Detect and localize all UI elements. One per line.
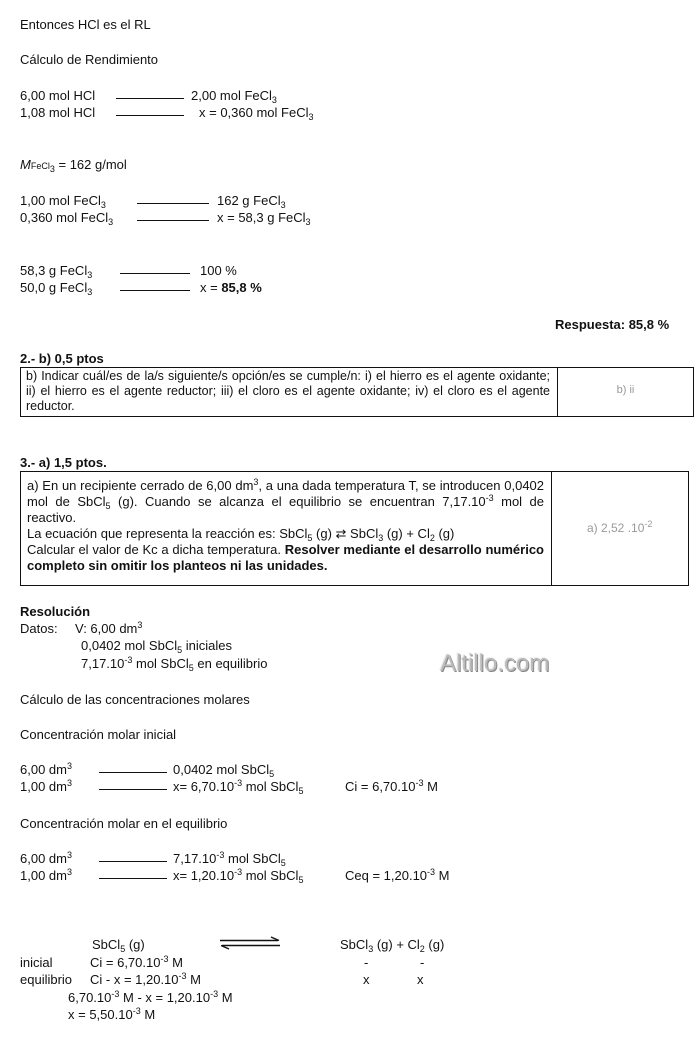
r3-a-right: 100 % bbox=[200, 263, 237, 278]
altillo-watermark: Altillo.com bbox=[440, 650, 550, 677]
eq-row2-label: equilibrio bbox=[20, 972, 73, 987]
eq-row2-p2: x bbox=[417, 972, 424, 987]
r2-a-line bbox=[137, 203, 209, 204]
datos-volume: V: 6,00 $dm^3$ bbox=[75, 620, 143, 636]
eq-row1-p2: - bbox=[420, 955, 425, 970]
q2-table bbox=[20, 367, 694, 417]
eq-row2-value: $Ci - x = 1,20.10^{-3}$ M bbox=[90, 971, 201, 987]
eq-products: SbCl$_3$ $(g) + Cl_2$ (g) bbox=[340, 937, 445, 954]
q3-paragraph-3: Calcular el valor de Kc a dicha temperatura. Resolver mediante el desarrollo numérico completo sin omitir los planteos ni las unidades. bbox=[27, 542, 544, 573]
eq-line3: $6,70.10^{-3}$ $M - x = 1,20.10^{-3}$ M bbox=[68, 989, 233, 1005]
ci-a-left: 6,00 $dm^3$ bbox=[20, 761, 72, 777]
q3-header: 3.- a) 1,5 ptos. bbox=[20, 455, 107, 470]
r1-b-right: x = 0,360 mol FeCl$_3$ bbox=[199, 105, 314, 122]
ceq-a-left: 6,00 $dm^3$ bbox=[20, 850, 72, 866]
answer-label: Respuesta: 85,8 % bbox=[555, 317, 670, 332]
r2-a-left: 1,00 mol FeCl$_3$ bbox=[20, 193, 106, 210]
ceq-b-right: $x= 1,20.10^{-3}$ mol SbCl$_5$ bbox=[173, 867, 304, 885]
r1-a-line bbox=[116, 98, 184, 99]
ci-a-right: 0,0402 mol SbCl$_5$ bbox=[173, 762, 275, 779]
r1-a-right: 2,00 mol FeCl$_3$ bbox=[191, 88, 277, 105]
q3-paragraph-1: a) En un recipiente cerrado de 6,00 $dm^3$, a una dada temperatura T, se introducen 0,0402 mol de SbCl$_5$ (g). Cuando se alcanza el equilibrio se encuentran $7,17.10^{-3}$ mol de reactivo. bbox=[27, 477, 545, 525]
r2-b-left: 0,360 mol FeCl$_3$ bbox=[20, 210, 114, 227]
ci-a-line bbox=[99, 772, 167, 773]
r3-b-right: x = 85,8 % bbox=[200, 280, 262, 295]
ceq-result: Ceq = $1,20.10^{-3}$ M bbox=[345, 867, 450, 883]
r2-b-right: x = 58,3 g FeCl$_3$ bbox=[217, 210, 311, 227]
q2-header: 2.- b) 0,5 ptos bbox=[20, 351, 104, 366]
q3-question bbox=[27, 478, 544, 574]
r2-a-right: 162 g FeCl$_3$ bbox=[217, 193, 286, 210]
r1-b-line bbox=[116, 115, 184, 116]
eq-reactant: SbCl$_5$ (g) bbox=[92, 937, 145, 954]
ci-b-line bbox=[99, 789, 167, 790]
ci-result: $Ci = 6,70.10^{-3}$ M bbox=[345, 778, 438, 794]
eq-line4: $x = 5,50.10^{-3}$ M bbox=[68, 1006, 156, 1022]
intro-line: Entonces HCl es el RL bbox=[20, 17, 151, 32]
ci-b-left: 1,00 $dm^3$ bbox=[20, 778, 72, 794]
molar-mass: MFeCl$_3$ = 162 g/mol bbox=[20, 157, 127, 174]
eq-row1-value: $Ci = 6,70.10^{-3}$ M bbox=[90, 954, 183, 970]
ceq-b-left: 1,00 $dm^3$ bbox=[20, 867, 72, 883]
r1-b-left: 1,08 mol HCl bbox=[20, 105, 96, 120]
rendimiento-title: Cálculo de Rendimiento bbox=[20, 52, 159, 67]
q3-divider bbox=[551, 472, 552, 585]
r1-a-left: 6,00 mol HCl bbox=[20, 88, 96, 103]
eq-row1-label: inicial bbox=[20, 955, 53, 970]
calc-conc-title: Cálculo de las concentraciones molares bbox=[20, 692, 250, 707]
ceq-a-right: $7,17.10^{-3}$ mol SbCl$_5$ bbox=[173, 850, 286, 868]
r2-b-line bbox=[137, 220, 209, 221]
eq-row2-p1: x bbox=[363, 972, 370, 987]
ceq-a-line bbox=[99, 861, 167, 862]
q3-paragraph-2: La ecuación que representa la reacción es: SbCl$_5$ (g) ⇄ SbCl$_3$ $(g) + Cl_2$ (g) bbox=[27, 526, 455, 543]
q3-answer: a) 2,52 $.10^{-2}$ bbox=[587, 519, 653, 535]
r3-a-left: 58,3 g FeCl$_3$ bbox=[20, 263, 93, 280]
resolucion-title: Resolución bbox=[20, 604, 91, 619]
equilibrium-arrows-icon bbox=[218, 936, 282, 950]
q2-answer: b) ii bbox=[616, 384, 635, 396]
q3-table bbox=[20, 471, 689, 586]
datos-eq-mol: $7,17.10^{-3}$ mol SbCl$_5$ en equilibrio bbox=[81, 655, 268, 673]
eq-row1-p1: - bbox=[364, 955, 369, 970]
datos-label: Datos: bbox=[20, 621, 58, 636]
ceq-title: Concentración molar en el equilibrio bbox=[20, 816, 228, 831]
r3-a-line bbox=[120, 273, 190, 274]
q2-question: b) Indicar cuál/es de la/s siguiente/s opción/es se cumple/n: i) el hierro es el agente oxidante; ii) el hierro es el agente reductor; iii) el cloro es el agente oxidante; iv) el cloro es el agente reductor. bbox=[26, 369, 550, 413]
r3-b-left: 50,0 g FeCl$_3$ bbox=[20, 280, 93, 297]
datos-initial-mol: 0,0402 mol SbCl$_5$ iniciales bbox=[81, 638, 232, 655]
ci-title: Concentración molar inicial bbox=[20, 727, 177, 742]
r3-b-line bbox=[120, 290, 190, 291]
ceq-b-line bbox=[99, 878, 167, 879]
ci-b-right: $x= 6,70.10^{-3}$ mol SbCl$_5$ bbox=[173, 778, 304, 796]
